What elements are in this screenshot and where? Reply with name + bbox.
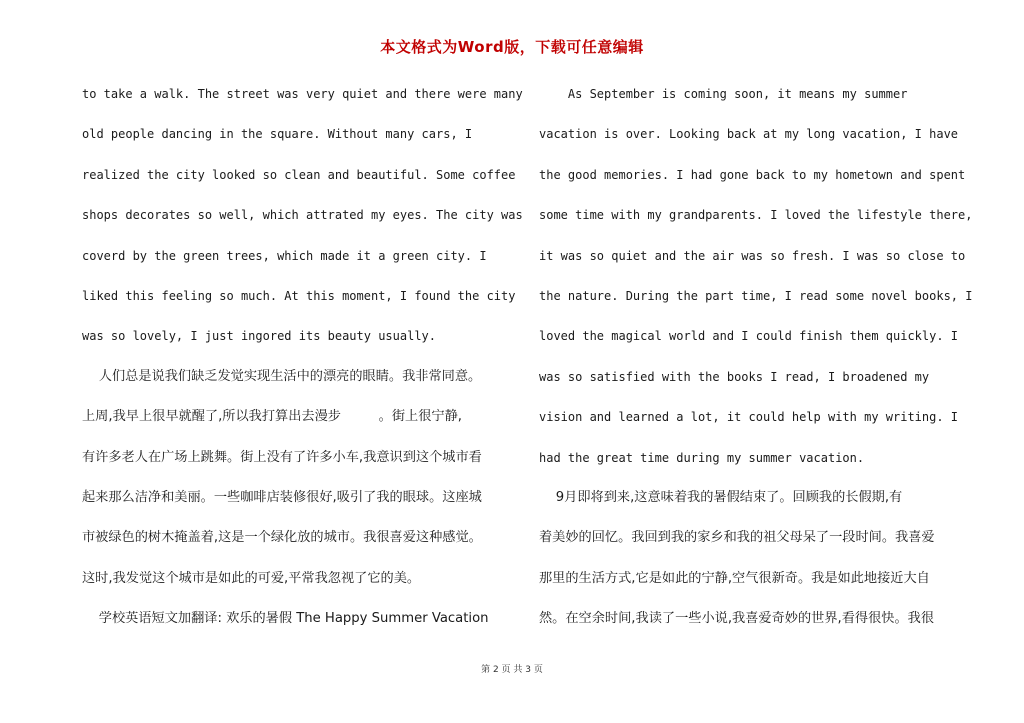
text-line: the nature. During the part time, I read some novel books, I bbox=[539, 288, 973, 303]
text-line: 着美妙的回忆。我回到我的家乡和我的祖父母呆了一段时间。我喜爱 bbox=[539, 530, 935, 546]
text-line: coverd by the green trees, which made it a green city. I bbox=[82, 248, 487, 263]
text-line: As September is coming soon, it means my summer bbox=[539, 87, 908, 101]
right-text-column bbox=[539, 82, 973, 647]
text-line: was so lovely, I just ingored its beauty usually. bbox=[82, 329, 437, 344]
text-line: was so satisfied with the books I read, I broadened my bbox=[539, 369, 930, 384]
section-heading: 学校英语短文加翻译: 欢乐的暑假 The Happy Summer Vacation bbox=[82, 611, 489, 627]
text-line: 上周,我早上很早就醒了,所以我打算出去漫步 。街上很宁静, bbox=[82, 409, 462, 425]
text-line: 9月即将到来,这意味着我的暑假结束了。回顾我的长假期,有 bbox=[539, 489, 903, 505]
page-number: 第 2 页 共 3 页 bbox=[481, 665, 543, 675]
text-line: vision and learned a lot, it could help with my writing. I bbox=[539, 410, 959, 425]
text-line: some time with my grandparents. I loved the lifestyle there, bbox=[539, 208, 973, 223]
text-line: old people dancing in the square. Without many cars, I bbox=[82, 127, 473, 142]
left-text-column bbox=[82, 82, 523, 647]
text-line: 那里的生活方式,它是如此的宁静,空气很新奇。我是如此地接近大自 bbox=[539, 570, 930, 586]
text-line: loved the magical world and I could finish them quickly. I bbox=[539, 329, 959, 344]
text-line: realized the city looked so clean and beautiful. Some coffee bbox=[82, 167, 516, 182]
text-line: 人们总是说我们缺乏发觉实现生活中的漂亮的眼睛。我非常同意。 bbox=[82, 368, 482, 384]
text-line: 市被绿色的树木掩盖着,这是一个绿化放的城市。我很喜爱这种感觉。 bbox=[82, 530, 482, 546]
text-line: shops decorates so well, which attrated my eyes. The city was bbox=[82, 208, 523, 223]
text-line: the good memories. I had gone back to my hometown and spent bbox=[539, 167, 966, 182]
text-line: 然。在空余时间,我读了一些小说,我喜爱奇妙的世界,看得很快。我很 bbox=[539, 611, 935, 627]
text-line: to take a walk. The street was very quiet and there were many bbox=[82, 87, 523, 101]
text-line: 这时,我发觉这个城市是如此的可爱,平常我忽视了它的美。 bbox=[82, 570, 421, 586]
text-line: liked this feeling so much. At this moment, I found the city bbox=[82, 288, 516, 303]
text-line: 有许多老人在广场上跳舞。街上没有了许多小车,我意识到这个城市看 bbox=[82, 449, 482, 465]
text-line: vacation is over. Looking back at my long vacation, I have bbox=[539, 127, 959, 142]
text-line: it was so quiet and the air was so fresh. I was so close to bbox=[539, 248, 966, 263]
text-line: had the great time during my summer vacation. bbox=[539, 450, 865, 465]
text-line: 起来那么洁净和美丽。一些咖啡店装修很好,吸引了我的眼球。这座城 bbox=[82, 489, 482, 505]
document-header-banner: 本文格式为Word版，下载可任意编辑 bbox=[380, 38, 644, 56]
